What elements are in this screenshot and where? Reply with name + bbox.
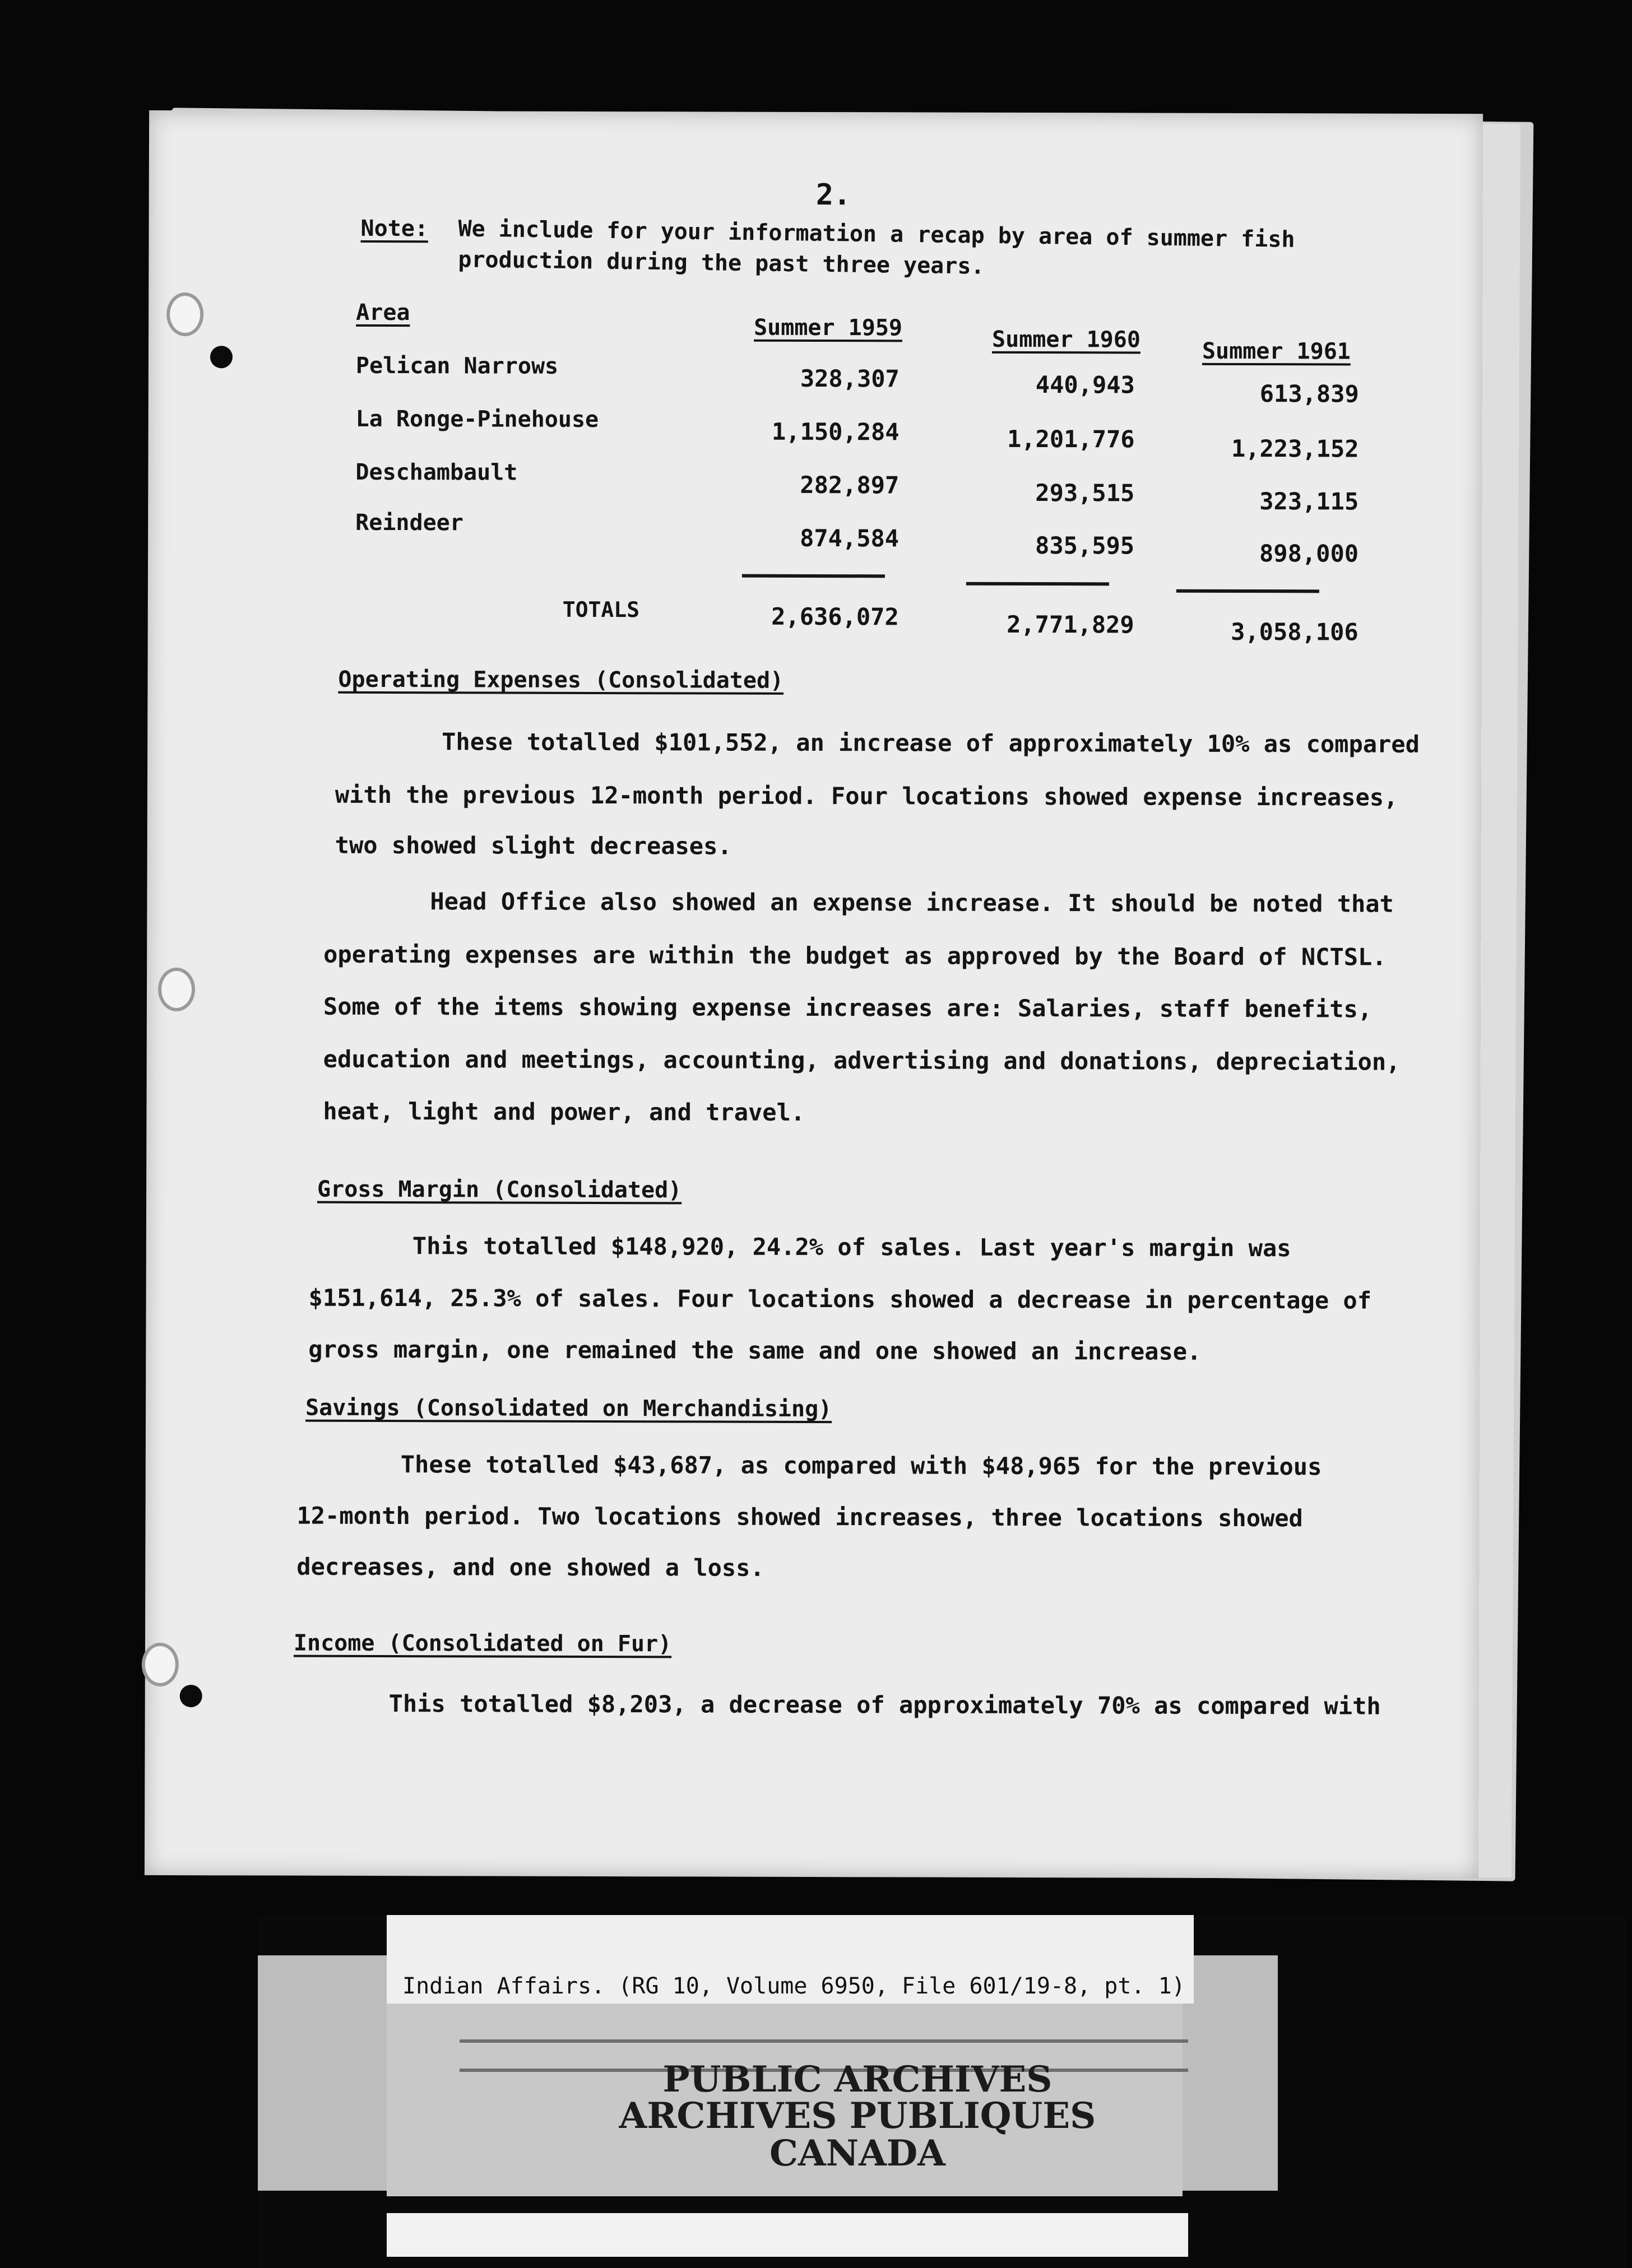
table-cell: 898,000 xyxy=(1259,540,1359,568)
paragraph-line: These totalled $43,687, as compared with $48,965 for the previous xyxy=(400,1451,1322,1481)
ink-dot xyxy=(180,1685,202,1707)
page-number: 2. xyxy=(815,178,851,212)
table-header-year: Summer 1960 xyxy=(992,326,1141,353)
table-header-year: Summer 1959 xyxy=(754,314,903,341)
section-heading: Gross Margin (Consolidated) xyxy=(317,1176,682,1203)
punch-hole xyxy=(158,968,195,1011)
totals-rule xyxy=(1176,589,1319,593)
archive-name-en: PUBLIC ARCHIVES xyxy=(662,2058,1053,2100)
table-cell: 282,897 xyxy=(800,471,900,499)
paragraph-line: These totalled $101,552, an increase of approximately 10% as compared xyxy=(442,728,1420,758)
note-text-line: We include for your information a recap by area of summer fish xyxy=(458,216,1295,253)
totals-cell: 3,058,106 xyxy=(1231,617,1359,646)
section-heading: Savings (Consolidated on Merchandising) xyxy=(305,1395,832,1423)
archive-country: CANADA xyxy=(769,2132,945,2174)
table-cell: 835,595 xyxy=(1035,532,1135,560)
totals-label: TOTALS xyxy=(562,597,640,622)
totals-cell: 2,771,829 xyxy=(1007,610,1134,639)
table-cell: 1,201,776 xyxy=(1007,425,1135,453)
ink-dot xyxy=(210,346,233,368)
section-heading: Income (Consolidated on Fur) xyxy=(293,1630,672,1657)
table-cell: 328,307 xyxy=(800,364,900,393)
archive-reference: Indian Affairs. (RG 10, Volume 6950, File 601/19-8, pt. 1) xyxy=(402,1973,1185,1999)
paragraph-line: Some of the items showing expense increases are: Salaries, staff benefits, xyxy=(323,992,1373,1023)
paragraph-line: 12-month period. Two locations showed increases, three locations showed xyxy=(296,1502,1303,1532)
table-cell: 874,584 xyxy=(800,524,900,552)
paragraph-line: This totalled $8,203, a decrease of approximately 70% as compared with xyxy=(388,1690,1381,1720)
paragraph-line: $151,614, 25.3% of sales. Four locations showed a decrease in percentage of xyxy=(308,1284,1372,1314)
totals-rule xyxy=(966,582,1109,586)
table-cell: 613,839 xyxy=(1259,380,1359,408)
totals-rule xyxy=(742,574,885,578)
table-cell: 323,115 xyxy=(1259,487,1359,515)
paragraph-line: two showed slight decreases. xyxy=(335,831,732,860)
paragraph-line: education and meetings, accounting, advertising and donations, depreciation, xyxy=(323,1045,1401,1076)
table-cell: 1,150,284 xyxy=(771,417,900,446)
bottom-card xyxy=(387,2213,1188,2257)
table-row-area: Deschambault xyxy=(355,459,518,486)
note-text-line: production during the past three years. xyxy=(458,247,985,280)
totals-cell: 2,636,072 xyxy=(771,602,899,631)
paragraph-line: heat, light and power, and travel. xyxy=(323,1097,805,1126)
section-heading: Operating Expenses (Consolidated) xyxy=(338,666,784,694)
punch-hole xyxy=(166,292,203,336)
paragraph-line: Head Office also showed an expense increase. It should be noted that xyxy=(430,887,1394,918)
table-row-area: La Ronge-Pinehouse xyxy=(355,406,599,433)
document-page xyxy=(145,110,1483,1879)
paragraph-line: gross margin, one remained the same and one showed an increase. xyxy=(308,1335,1202,1365)
paragraph-line: with the previous 12-month period. Four locations showed expense increases, xyxy=(335,780,1398,811)
table-row-area: Pelican Narrows xyxy=(355,352,559,379)
table-row-area: Reindeer xyxy=(355,509,463,536)
paragraph-line: This totalled $148,920, 24.2% of sales. Last year's margin was xyxy=(412,1232,1291,1262)
table-cell: 293,515 xyxy=(1035,479,1135,507)
archive-name-fr: ARCHIVES PUBLIQUES xyxy=(619,2095,1096,2137)
paragraph-line: operating expenses are within the budget as approved by the Board of NCTSL. xyxy=(323,940,1387,971)
table-cell: 440,943 xyxy=(1035,371,1135,399)
table-header-year: Summer 1961 xyxy=(1202,338,1351,365)
table-header-area: Area xyxy=(356,299,410,326)
paragraph-line: decreases, and one showed a loss. xyxy=(296,1553,764,1582)
punch-hole xyxy=(142,1643,179,1686)
table-cell: 1,223,152 xyxy=(1231,434,1359,463)
note-label: Note: xyxy=(360,215,429,242)
